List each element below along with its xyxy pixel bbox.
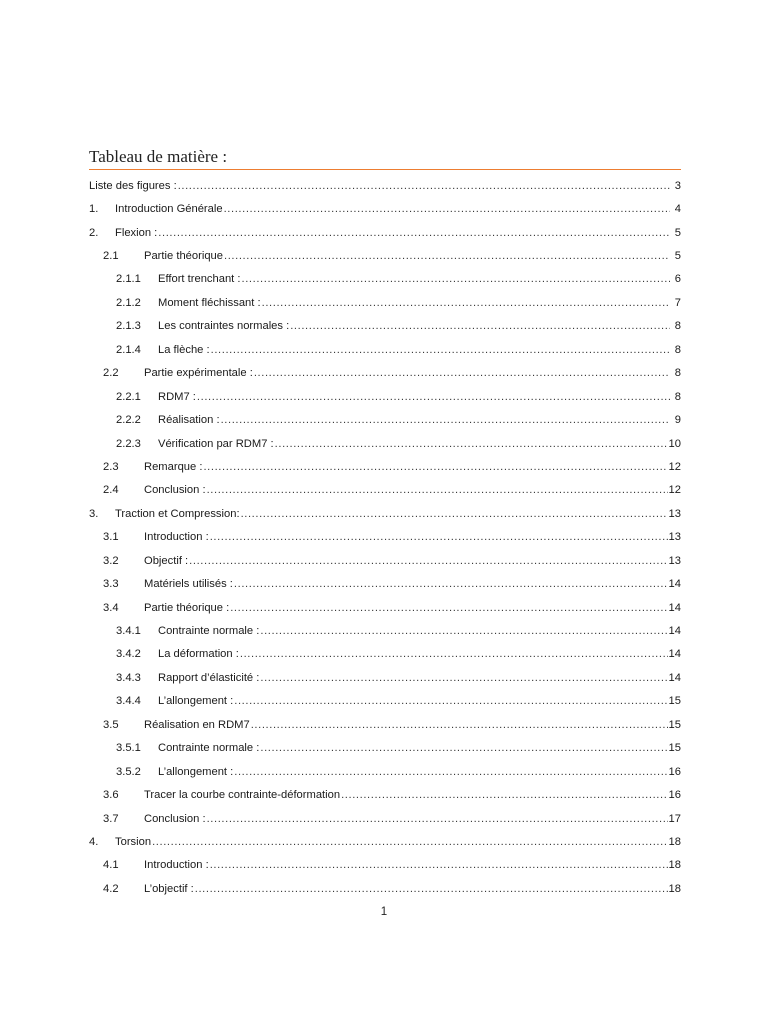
toc-entry-label: Moment fléchissant : (158, 296, 261, 309)
toc-entry[interactable] (89, 268, 681, 291)
toc-entry-page: 13 (668, 531, 681, 544)
toc-entry-label: RDM7 : (158, 390, 196, 403)
title-underline (89, 169, 681, 170)
toc-entry-page: 18 (668, 835, 681, 848)
toc-dot-leader (189, 555, 667, 567)
toc-entry-page: 14 (668, 671, 681, 684)
toc-dot-leader (240, 648, 668, 660)
toc-entry-label: Conclusion : (144, 484, 206, 497)
toc-entry[interactable] (89, 549, 681, 572)
toc-entry-page: 16 (668, 789, 681, 802)
toc-dot-leader (224, 250, 670, 262)
toc-entry-label: Vérification par RDM7 : (158, 437, 274, 450)
toc-entry-page: 3 (674, 179, 681, 192)
toc-entry[interactable] (89, 385, 681, 408)
toc-entry-number: 2.2.2 (116, 414, 141, 427)
toc-entry-page: 14 (668, 601, 681, 614)
toc-entry-label: Les contraintes normales : (158, 320, 290, 333)
toc-dot-leader (221, 414, 670, 426)
toc-entry-number: 2. (89, 226, 99, 239)
toc-entry-number: 3.4.2 (116, 648, 141, 661)
toc-dot-leader (234, 695, 667, 707)
toc-entry-number: 2.2 (103, 367, 119, 380)
toc-entry[interactable] (89, 338, 681, 361)
toc-dot-leader (234, 766, 667, 778)
page-number: 1 (380, 906, 388, 918)
toc-entry-number: 3.4.3 (116, 671, 141, 684)
toc-entry-page: 6 (674, 273, 681, 286)
toc-entry-label: Contrainte normale : (158, 742, 260, 755)
toc-entry-number: 3.4.1 (116, 625, 141, 638)
toc-entry-page: 17 (668, 812, 681, 825)
toc-entry-page: 14 (668, 648, 681, 661)
toc-entry-page: 8 (674, 320, 681, 333)
toc-entry-number: 2.4 (103, 484, 119, 497)
toc-entry-label: Tracer la courbe contrainte-déformation (144, 789, 341, 802)
toc-entry-page: 12 (668, 484, 681, 497)
toc-entry-page: 16 (668, 765, 681, 778)
toc-entry-label: Partie expérimentale : (144, 367, 253, 380)
toc-entry[interactable] (89, 737, 681, 760)
toc-entry-label: Liste des figures : (89, 179, 177, 192)
toc-dot-leader (224, 203, 670, 215)
toc-dot-leader (210, 531, 668, 543)
toc-entry[interactable] (89, 174, 681, 197)
toc-entry-number: 3.1 (103, 531, 119, 544)
toc-entry-label: L’objectif : (144, 882, 194, 895)
toc-dot-leader (275, 438, 668, 450)
toc-entry[interactable] (89, 760, 681, 783)
toc-dot-leader (207, 484, 668, 496)
toc-entry[interactable] (89, 455, 681, 478)
toc-entry-page: 9 (674, 414, 681, 427)
toc-entry-number: 4.2 (103, 882, 119, 895)
toc-entry-label: Introduction Générale (115, 203, 223, 216)
toc-entry-label: L’allongement : (158, 695, 234, 708)
toc-entry[interactable] (89, 596, 681, 619)
toc-entry-number: 2.1.4 (116, 343, 141, 356)
toc-dot-leader (152, 836, 667, 848)
toc-entry-label: Flexion : (115, 226, 158, 239)
toc-entry[interactable] (89, 432, 681, 455)
toc-dot-leader (290, 320, 670, 332)
toc-entry-page: 4 (674, 203, 681, 216)
toc-entry[interactable] (89, 315, 681, 338)
toc-entry-number: 1. (89, 203, 99, 216)
toc-dot-leader (158, 227, 670, 239)
toc-entry-label: Partie théorique (144, 250, 223, 263)
toc-list (89, 174, 681, 901)
toc-dot-leader (207, 813, 668, 825)
toc-dot-leader (251, 719, 668, 731)
toc-dot-leader (241, 508, 668, 520)
toc-entry-label: Rapport d’élasticité : (158, 671, 260, 684)
toc-entry-page: 5 (674, 250, 681, 263)
toc-entry-number: 3.4.4 (116, 695, 141, 708)
toc-entry-number: 3. (89, 507, 99, 520)
toc-dot-leader (210, 859, 668, 871)
toc-dot-leader (195, 883, 668, 895)
toc-entry[interactable] (89, 291, 681, 314)
toc-entry-page: 18 (668, 882, 681, 895)
toc-entry-label: Introduction : (144, 531, 209, 544)
toc-entry[interactable] (89, 408, 681, 431)
toc-entry-page: 14 (668, 578, 681, 591)
toc-entry-page: 18 (668, 859, 681, 872)
toc-dot-leader (262, 297, 670, 309)
toc-entry-number: 3.5.2 (116, 765, 141, 778)
toc-entry[interactable] (89, 197, 681, 220)
toc-entry[interactable] (89, 666, 681, 689)
toc-entry-label: Matériels utilisés : (144, 578, 233, 591)
toc-entry-label: Introduction : (144, 859, 209, 872)
toc-title: Tableau de matière : (89, 147, 228, 166)
toc-entry-number: 2.1 (103, 250, 119, 263)
toc-entry-page: 15 (668, 742, 681, 755)
toc-entry-number: 3.7 (103, 812, 119, 825)
toc-dot-leader (211, 344, 670, 356)
toc-entry-label: La flèche : (158, 343, 210, 356)
toc-entry-number: 3.5.1 (116, 742, 141, 755)
toc-entry-page: 15 (668, 695, 681, 708)
toc-entry[interactable] (89, 713, 681, 736)
toc-entry-label: Torsion (115, 835, 152, 848)
toc-entry-label: Objectif : (144, 554, 189, 567)
toc-dot-leader (203, 461, 667, 473)
toc-entry-page: 10 (668, 437, 681, 450)
toc-entry-number: 3.6 (103, 789, 119, 802)
toc-entry-number: 4.1 (103, 859, 119, 872)
toc-dot-leader (242, 273, 670, 285)
toc-entry-number: 3.4 (103, 601, 119, 614)
toc-dot-leader (260, 742, 667, 754)
toc-entry-page: 13 (668, 554, 681, 567)
toc-entry-number: 2.2.3 (116, 437, 141, 450)
toc-entry-page: 8 (674, 343, 681, 356)
toc-entry[interactable] (89, 479, 681, 502)
toc-entry[interactable] (89, 690, 681, 713)
toc-entry-page: 8 (674, 367, 681, 380)
toc-dot-leader (230, 602, 667, 614)
toc-entry-number: 2.1.2 (116, 296, 141, 309)
toc-dot-leader (341, 789, 667, 801)
toc-entry-page: 8 (674, 390, 681, 403)
toc-entry-number: 2.2.1 (116, 390, 141, 403)
toc-entry-label: Réalisation en RDM7 (144, 718, 250, 731)
toc-entry-label: Traction et Compression: (115, 507, 240, 520)
toc-entry-label: Réalisation : (158, 414, 220, 427)
toc-entry[interactable] (89, 619, 681, 642)
toc-entry-page: 14 (668, 625, 681, 638)
toc-entry[interactable] (89, 221, 681, 244)
toc-entry-number: 3.3 (103, 578, 119, 591)
toc-entry-number: 4. (89, 835, 99, 848)
toc-entry[interactable] (89, 807, 681, 830)
toc-entry-label: Partie théorique : (144, 601, 230, 614)
toc-entry-page: 15 (668, 718, 681, 731)
toc-entry[interactable] (89, 362, 681, 385)
toc-entry[interactable] (89, 830, 681, 853)
toc-entry[interactable] (89, 502, 681, 525)
toc-entry[interactable] (89, 244, 681, 267)
toc-entry[interactable] (89, 877, 681, 900)
toc-entry-label: La déformation : (158, 648, 239, 661)
toc-entry-number: 2.1.3 (116, 320, 141, 333)
toc-entry-page: 12 (668, 460, 681, 473)
toc-dot-leader (260, 625, 667, 637)
toc-entry-label: Remarque : (144, 460, 203, 473)
toc-dot-leader (254, 367, 670, 379)
toc-dot-leader (178, 180, 670, 192)
toc-entry-number: 3.5 (103, 718, 119, 731)
toc-dot-leader (234, 578, 668, 590)
toc-entry-number: 3.2 (103, 554, 119, 567)
toc-entry-number: 2.1.1 (116, 273, 141, 286)
toc-entry-page: 7 (674, 296, 681, 309)
toc-dot-leader (260, 672, 667, 684)
toc-entry-label: Conclusion : (144, 812, 206, 825)
toc-entry-page: 5 (674, 226, 681, 239)
toc-entry-label: Effort trenchant : (158, 273, 241, 286)
toc-entry[interactable] (89, 783, 681, 806)
toc-entry[interactable] (89, 572, 681, 595)
toc-entry-label: Contrainte normale : (158, 625, 260, 638)
toc-entry[interactable] (89, 643, 681, 666)
toc-entry-number: 2.3 (103, 460, 119, 473)
toc-entry[interactable] (89, 526, 681, 549)
toc-dot-leader (197, 391, 670, 403)
toc-entry[interactable] (89, 854, 681, 877)
toc-entry-label: L’allongement : (158, 765, 234, 778)
toc-entry-page: 13 (668, 507, 681, 520)
